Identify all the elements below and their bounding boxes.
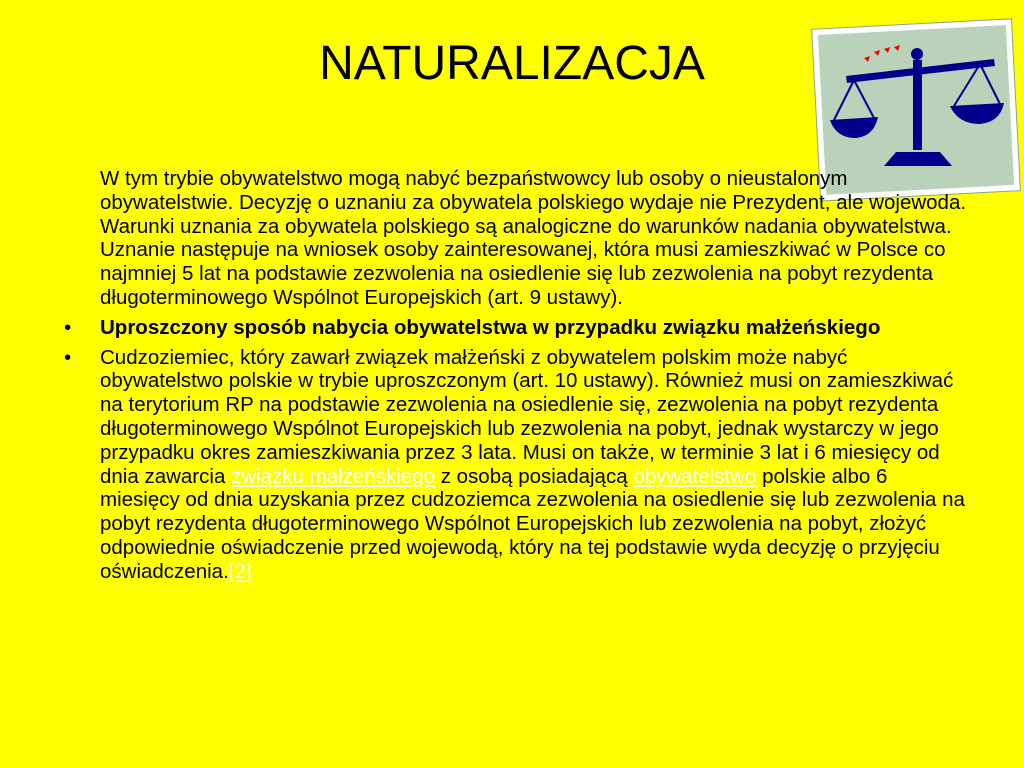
bullet-body-text-part2: z osobą posiadającą (435, 464, 634, 488)
bullet-marker: • (64, 315, 72, 339)
bullet-item-body (64, 345, 968, 584)
intro-paragraph: W tym trybie obywatelstwo mogą nabyć bezpaństwowcy lub osoby o nieustalonym obywatelstwie. Decyzję o uznaniu za obywatela polskiego wydaje nie Prezydent, ale wojewoda. Warunki uznania za obywatela polskiego są analogiczne do warunków nadania obywatelstwa. Uznanie następuje na wniosek osoby zainteresowanej, która musi zamieszkiwać w Polsce co najmniej 5 lat na podstawie zezwolenia na osiedlenie się lub zezwolenia na pobyt rezydenta długoterminowego Wspólnot Europejskich (art. 9 ustawy). (100, 167, 967, 309)
footnote-link[interactable]: [2] (228, 559, 252, 583)
link-zwiazek-malzenski[interactable]: związku małżeńskiego (231, 464, 435, 488)
slide-body (58, 167, 968, 584)
bullet-item-heading (64, 315, 968, 340)
slide-title: NATURALIZACJA (319, 37, 705, 90)
bullet-body-text-part1: Cudzoziemiec, który zawarł związek małżeński z obywatelem polskim może nabyć obywatelstwo polskie w trybie uproszczonym (art. 10 ustawy). Również musi on zamieszkiwać na terytorium RP na podstawie zezwolenia na osiedlenie się, zezwolenia na pobyt rezydenta długoterminowego Wspólnot Europejskich lub zezwolenia na pobyt, jednak wystarczy w jego przypadku okres zamieszkiwania przez 3 lata. Musi on także, w terminie 3 lat i 6 miesięcy od dnia zawarcia (100, 345, 954, 488)
bullet-marker: • (64, 345, 72, 369)
bullet-body-text-part3: polskie albo 6 miesięcy od dnia uzyskania przez cudzoziemca zezwolenia na osiedlenie się lub zezwolenia na pobyt rezydenta długoterminowego Wspólnot Europejskich lub zezwolenia na pobyt, złożyć odpowiednie oświadczenie przed wojewodą, który na tej podstawie wyda decyzję o przyjęciu oświadczenia. (100, 464, 965, 583)
link-obywatelstwo[interactable]: obywatelstwo (633, 464, 757, 488)
bullet-heading-text: Uproszczony sposób nabycia obywatelstwa w przypadku związku małżeńskiego (100, 315, 881, 339)
